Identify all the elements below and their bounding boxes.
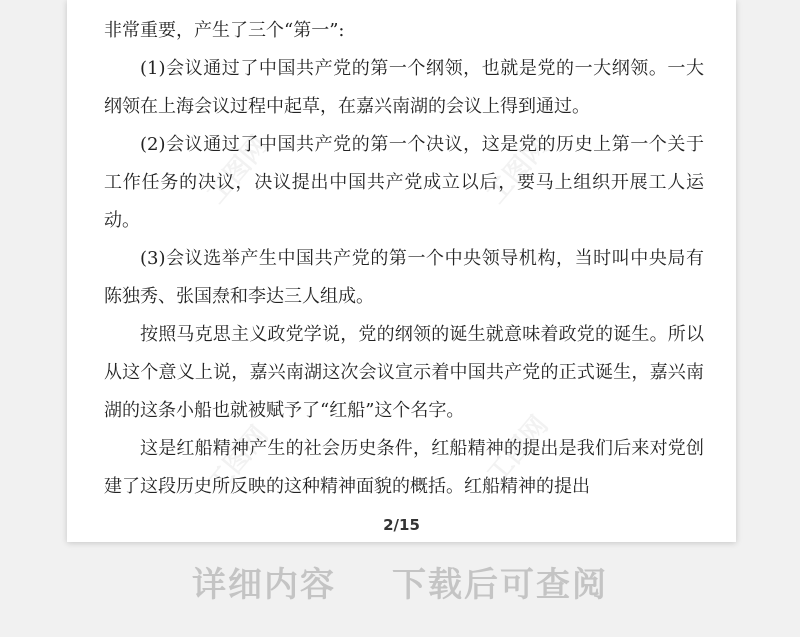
- document-body: [104, 12, 704, 506]
- watermark: 工图网: [481, 410, 555, 490]
- page-number: 2/15: [383, 516, 420, 534]
- paragraph: (3)会议选举产生中国共产党的第一个中央领导机构，当时叫中央局有陈独秀、张国焘和李达三人组成。: [104, 248, 704, 307]
- download-to-view-button[interactable]: 下载后可查阅: [392, 565, 608, 605]
- watermark: 工图网: [201, 130, 275, 210]
- paragraph: 这是红船精神产生的社会历史条件，红船精神的提出是我们后来对党创建了这段历史所反映的这种精神面貌的概括。红船精神的提出: [104, 438, 704, 497]
- paragraph: 按照马克思主义政党学说，党的纲领的诞生就意味着政党的诞生。所以从这个意义上说，嘉兴南湖这次会议宣示着中国共产党的正式诞生，嘉兴南湖的这条小船也就被赋予了“红船”这个名字。: [104, 324, 704, 421]
- paragraph: (1)会议通过了中国共产党的第一个纲领，也就是党的一大纲领。一大纲领在上海会议过程中起草，在嘉兴南湖的会议上得到通过。: [104, 58, 704, 117]
- paragraph: (2)会议通过了中国共产党的第一个决议，这是党的历史上第一个关于工作任务的决议，决议提出中国共产党成立以后，要马上组织开展工人运动。: [104, 134, 704, 231]
- paragraph: 非常重要，产生了三个“第一”:: [104, 20, 345, 41]
- watermark: 工图网: [201, 420, 275, 500]
- document-page: [67, 0, 736, 542]
- bottom-bar: [0, 560, 800, 610]
- details-button[interactable]: 详细内容: [192, 565, 336, 605]
- watermark: 工图网: [481, 130, 555, 210]
